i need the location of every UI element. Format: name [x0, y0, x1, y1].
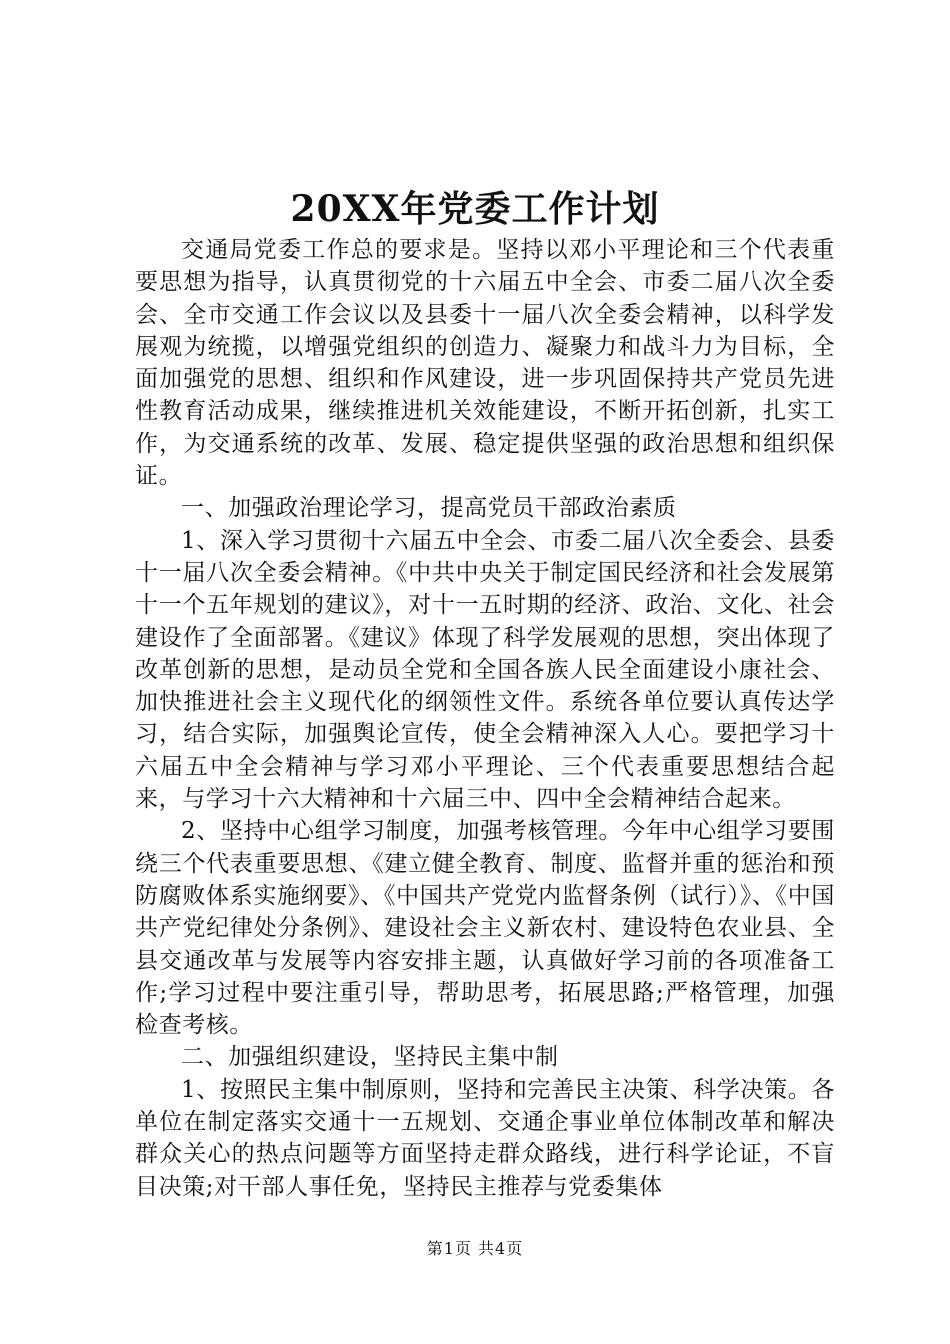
page-footer: 第1页 共4页: [426, 1239, 524, 1258]
paragraph-1-1: 1、深入学习贯彻十六届五中全会、市委二届八次全委会、县委十一届八次全委会精神。《中共中央关于制定国民经济和社会发展第十一个五年规划的建议》，对十一五时期的经济、政治、文化、社会建设作了全面部署。《建议》体现了科学发展观的思想，突出体现了改革创新的思想，是动员全党和全国各族人民全面建设小康社会、加快推进社会主义现代化的纲领性文件。系统各单位要认真传达学习，结合实际，加强舆论宣传，使全会精神深入人心。要把学习十六届五中全会精神与学习邓小平理论、三个代表重要思想结合起来，与学习十六大精神和十六届三中、四中全会精神结合起来。: [135, 527, 835, 813]
paragraph-2-1: 1、按照民主集中制原则，坚持和完善民主决策、科学决策。各单位在制定落实交通十一五规划、交通企事业单位体制改革和解决群众关心的热点问题等方面坚持走群众路线，进行科学论证，不盲目决策;对干部人事任免，坚持民主推荐与党委集体: [135, 1076, 835, 1200]
section-heading-2: 二、加强组织建设，坚持民主集中制: [181, 1044, 559, 1071]
section-heading-1: 一、加强政治理论学习，提高党员干部政治素质: [181, 495, 677, 522]
paragraph-1-2: 2、坚持中心组学习制度，加强考核管理。今年中心组学习要围绕三个代表重要思想、《建立健全教育、制度、监督并重的惩治和预防腐败体系实施纲要》、《中国共产党党内监督条例（试行）》、《中国共产党纪律处分条例》、建设社会主义新农村、建设特色农业县、全县交通改革与发展等内容安排主题，认真做好学习前的各项准备工作;学习过程中要注重引导，帮助思考，拓展思路;严格管理，加强检查考核。: [135, 818, 835, 1039]
document-body: [135, 234, 835, 1203]
document-title: 20XX年党委工作计划: [290, 188, 660, 230]
paragraph-intro: 交通局党委工作总的要求是。坚持以邓小平理论和三个代表重要思想为指导，认真贯彻党的十六届五中全会、市委二届八次全委会、全市交通工作会议以及县委十一届八次全委会精神，以科学发展观为统揽，以增强党组织的创造力、凝聚力和战斗力为目标，全面加强党的思想、组织和作风建设，进一步巩固保持共产党员先进性教育活动成果，继续推进机关效能建设，不断开拓创新，扎实工作，为交通系统的改革、发展、稳定提供坚强的政治思想和组织保证。: [135, 237, 835, 490]
